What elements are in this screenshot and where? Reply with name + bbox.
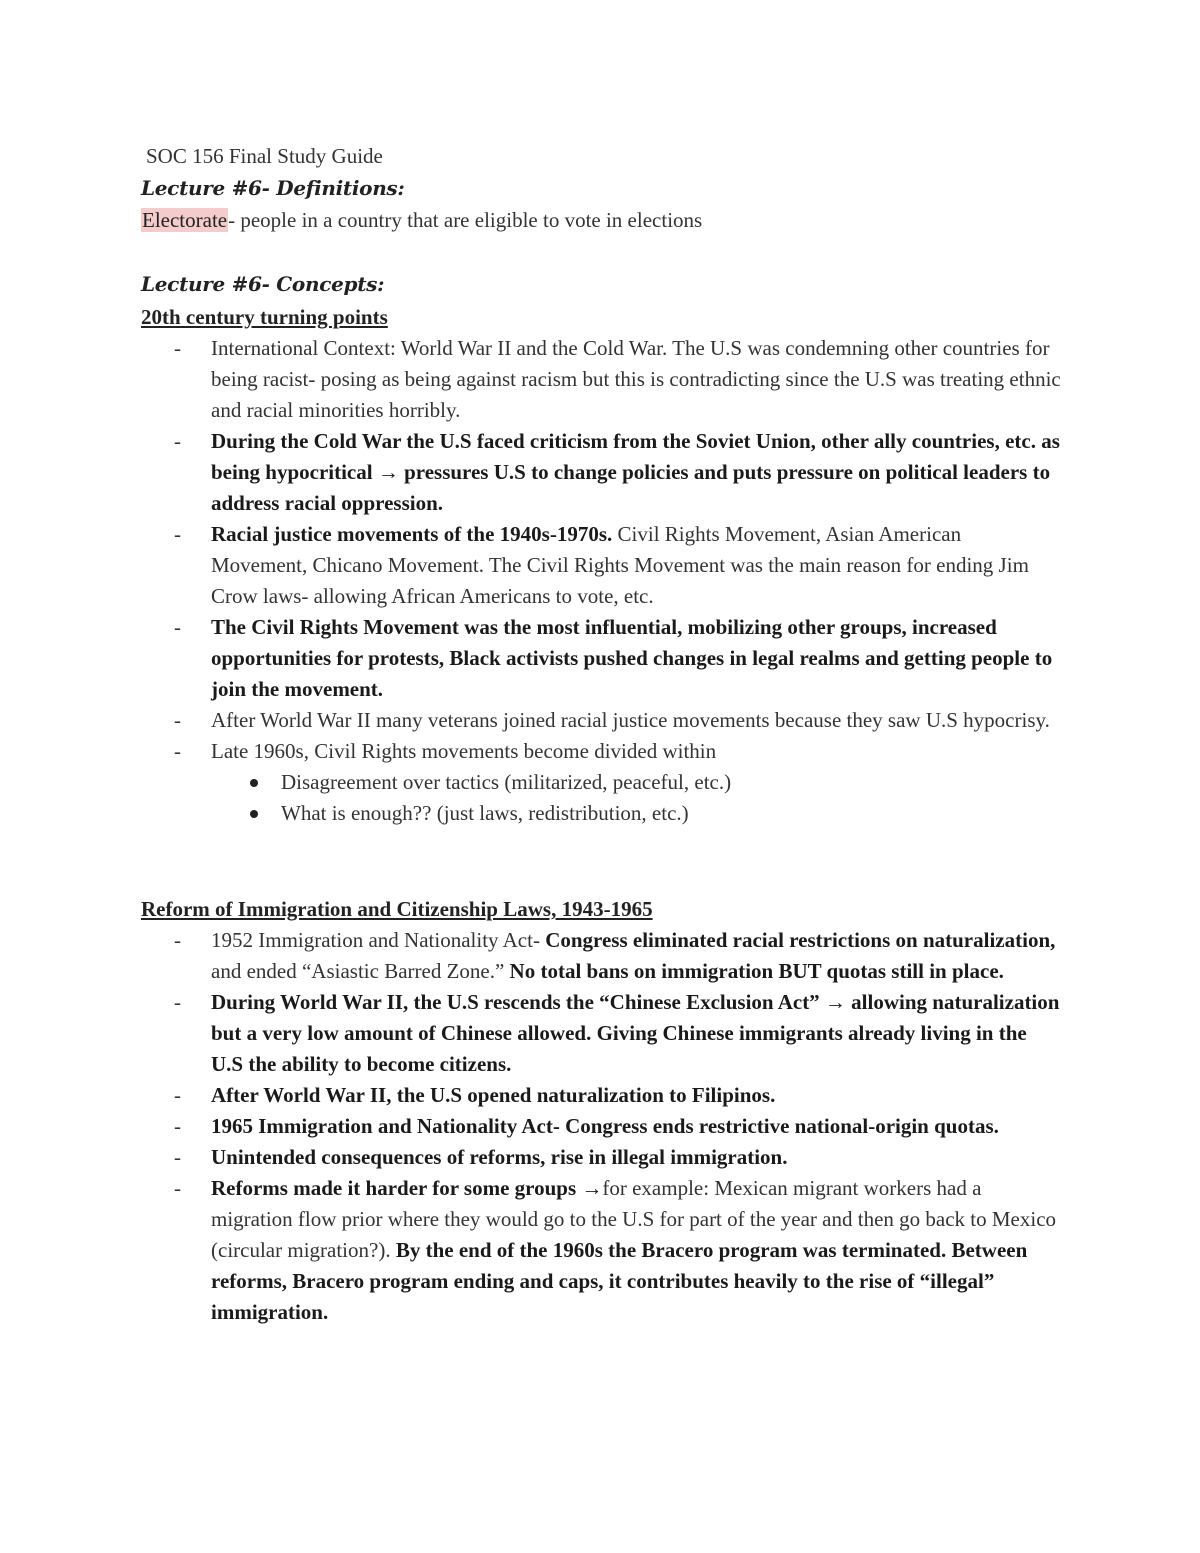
dash-marker: -	[174, 1145, 181, 1169]
item-text: Civil Rights Movement, Asian American Movement, Chicano Movement. The Civil Rights Movement was the main reason for ending Jim Crow laws- allowing African Americans to vote, etc.	[211, 522, 1029, 608]
list-item	[141, 705, 1061, 736]
list-item	[141, 987, 1061, 1080]
dash-marker: -	[174, 739, 181, 763]
sub-item-text: What is enough?? (just laws, redistribution, etc.)	[281, 801, 689, 825]
dash-marker: -	[174, 990, 181, 1014]
sub-bullet-list	[211, 767, 1061, 829]
list-item	[141, 333, 1061, 426]
definition-electorate	[141, 205, 702, 236]
list-item	[141, 925, 1061, 987]
dash-marker: -	[174, 928, 181, 952]
section-heading-immigration-reform: Reform of Immigration and Citizenship Laws, 1943-1965	[141, 897, 653, 921]
item-bold-text: Racial justice movements of the 1940s-1970s.	[211, 522, 613, 546]
definition-text: - people in a country that are eligible to vote in elections	[228, 208, 703, 232]
dash-marker: -	[174, 1176, 181, 1200]
bullet-dot	[250, 779, 258, 787]
list-item	[141, 612, 1061, 705]
definition-term: Electorate	[142, 208, 228, 232]
item-bold-text: The Civil Rights Movement was the most influential, mobilizing other groups, increased opportunities for protests, Black activists pushed changes in legal realms and getting people to join the movement.	[211, 615, 1053, 701]
item-text: After World War II many veterans joined racial justice movements because they saw U.S hypocrisy.	[211, 708, 1050, 732]
item-bold-text: Reforms made it harder for some groups →	[211, 1176, 603, 1200]
sub-list-item	[211, 767, 1061, 798]
list-item	[141, 426, 1061, 519]
dash-marker: -	[174, 522, 181, 546]
item-text: and ended “Asiastic Barred Zone.”	[211, 959, 510, 983]
list-item	[141, 1173, 1061, 1328]
item-text: International Context: World War II and the Cold War. The U.S was condemning other countries for being racist- posing as being against racism but this is contradicting since the U.S was treating ethnic and racial minorities horribly.	[211, 336, 1061, 422]
item-bold-text: Unintended consequences of reforms, rise in illegal immigration.	[211, 1145, 788, 1169]
item-bold-text: During the Cold War the U.S faced criticism from the Soviet Union, other ally countries, etc. as being hypocritical → pressures U.S to change policies and puts pressure on political leaders to address racial oppression.	[211, 429, 1060, 515]
section-heading-turning-points: 20th century turning points	[141, 305, 388, 329]
list-item	[141, 1142, 1061, 1173]
sub-item-text: Disagreement over tactics (militarized, peaceful, etc.)	[281, 770, 732, 794]
item-bold-text: Congress eliminated racial restrictions on naturalization,	[545, 928, 1056, 952]
list-item	[141, 1080, 1061, 1111]
item-bold-text: 1965 Immigration and Nationality Act- Congress ends restrictive national-origin quotas.	[211, 1114, 999, 1138]
list-item	[141, 736, 1061, 829]
dash-marker: -	[174, 708, 181, 732]
item-bold-text: During World War II, the U.S rescends the “Chinese Exclusion Act” → allowing naturalization but a very low amount of Chinese allowed. Giving Chinese immigrants already living in the U.S the ability to become citizens.	[211, 990, 1060, 1076]
definitions-heading: Lecture #6- Definitions:	[141, 176, 405, 200]
dash-marker: -	[174, 1083, 181, 1107]
sub-list-item	[211, 798, 1061, 829]
item-bold-text: No total bans on immigration BUT quotas still in place.	[509, 959, 1004, 983]
dash-marker: -	[174, 1114, 181, 1138]
dash-marker: -	[174, 615, 181, 639]
item-text: 1952 Immigration and Nationality Act-	[211, 928, 546, 952]
concepts-heading: Lecture #6- Concepts:	[141, 272, 385, 296]
item-text: Late 1960s, Civil Rights movements become divided within	[211, 739, 717, 763]
dash-marker: -	[174, 429, 181, 453]
immigration-reform-list	[141, 925, 1061, 1328]
item-text: for example: Mexican migrant workers had a migration flow prior where they would go to the U.S for part of the year and then go back to Mexico (circular migration?).	[211, 1176, 1057, 1262]
item-bold-text: After World War II, the U.S opened naturalization to Filipinos.	[211, 1083, 776, 1107]
document-title: SOC 156 Final Study Guide	[146, 144, 383, 168]
list-item	[141, 1111, 1061, 1142]
dash-marker: -	[174, 336, 181, 360]
turning-points-list	[141, 333, 1061, 829]
item-bold-text: By the end of the 1960s the Bracero program was terminated. Between reforms, Bracero program ending and caps, it contributes heavily to the rise of “illegal” immigration.	[211, 1238, 1028, 1324]
bullet-dot	[250, 810, 258, 818]
list-item	[141, 519, 1061, 612]
